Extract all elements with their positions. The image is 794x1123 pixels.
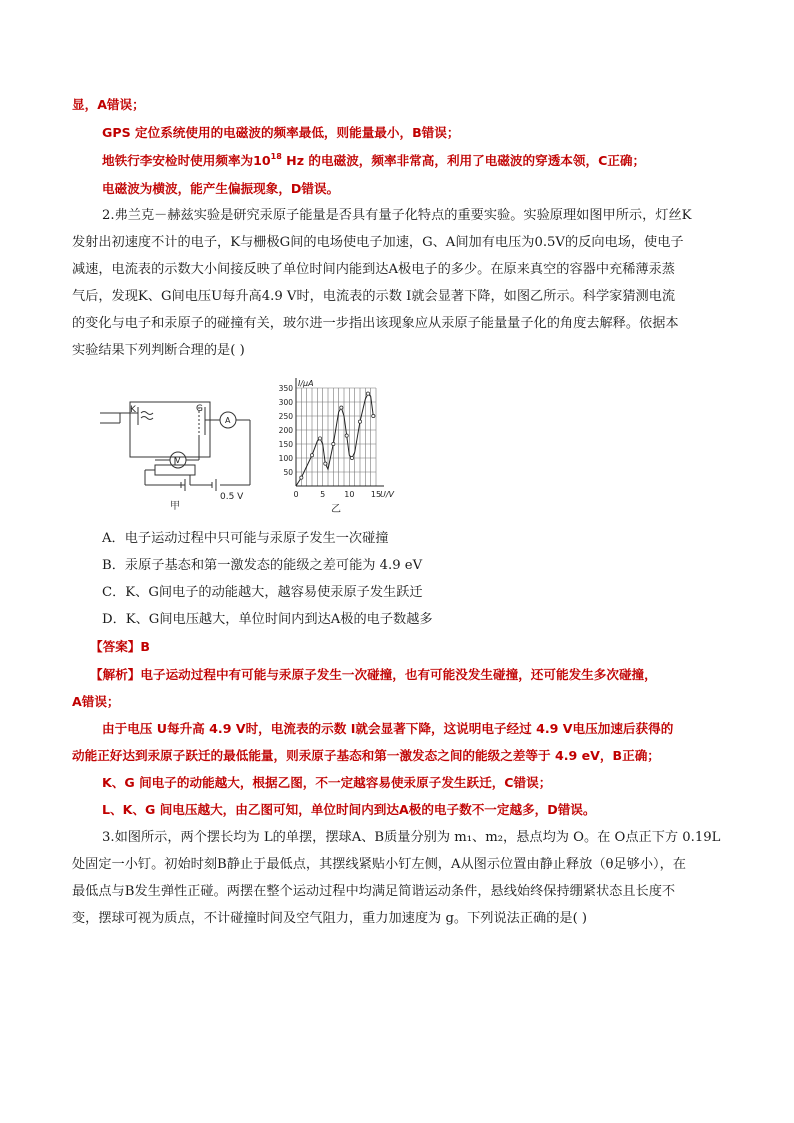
y-tick-label: 50: [283, 468, 293, 477]
analysis-line: A错误；: [72, 694, 120, 709]
data-point: [324, 462, 327, 465]
label-A: A: [225, 416, 231, 425]
question-text-line: 实验结果下列判断合理的是( ): [72, 343, 245, 358]
explanation-line: 电磁波为横波，能产生偏振现象，D错误。: [102, 181, 340, 196]
question-text-line: 3.如图所示，两个摆长均为 L的单摆，摆球A、B质量分别为 m₁、m₂，悬点均为 O。在 O点正下方 0.19L: [102, 830, 721, 845]
y-tick-label: 350: [278, 384, 293, 393]
y-tick-label: 150: [278, 440, 293, 449]
question-text-line: 处固定一小钉。初始时刻B静止于最低点，其摆线紧贴小钉左侧，A从图示位置由静止释放（θ足够小），在: [72, 857, 686, 872]
y-tick-label: 300: [278, 398, 293, 407]
figure-caption-yi: 乙: [331, 504, 341, 515]
label-voltage: 0.5 V: [220, 492, 244, 502]
data-point: [372, 414, 375, 417]
explanation-line: 显，A错误；: [72, 97, 145, 112]
data-point: [350, 456, 353, 459]
question-text-line: 最低点与B发生弹性正碰。两摆在整个运动过程中均满足简谐运动条件，悬线始终保持绷紧状态且长度不: [72, 884, 676, 899]
label-V: V: [175, 456, 181, 465]
label-G: G: [196, 404, 203, 414]
data-point: [345, 434, 348, 437]
answer-label: 【答案】B: [90, 639, 150, 654]
analysis-line: 由于电压 U每升高 4.9 V时，电流表的示数 I就会显著下降，这说明电子经过 4.9 V电压加速后获得的: [102, 721, 674, 736]
question-text-line: 变，摆球可视为质点，不计碰撞时间及空气阻力，重力加速度为 g。下列说法正确的是( ): [72, 911, 588, 926]
circuit-diagram: [100, 385, 260, 515]
question-text-line: 减速，电流表的示数大小间接反映了单位时间内能到达A极电子的多少。在原来真空的容器中充稀薄汞蒸: [72, 262, 675, 277]
option-c: C．K、G间电子的动能越大，越容易使汞原子发生跃迁: [102, 585, 423, 600]
x-tick-label: 5: [320, 490, 326, 499]
data-point: [300, 476, 303, 479]
data-point: [332, 442, 335, 445]
analysis-line: 动能正好达到汞原子跃迁的最低能量，则汞原子基态和第一激发态之间的能级之差等于 4.9 eV，B正确；: [72, 748, 660, 763]
option-b: B．汞原子基态和第一激发态的能级之差可能为 4.9 eV: [102, 558, 423, 573]
label-K: K: [130, 405, 136, 415]
option-d: D．K、G间电压越大，单位时间内到达A极的电子数越多: [102, 612, 433, 627]
x-tick-label: 0: [293, 490, 299, 499]
question-text-line: 的变化与电子和汞原子的碰撞有关，玻尔进一步指出该现象应从汞原子能量量子化的角度去解释。依据本: [72, 316, 679, 331]
y-tick-label: 100: [278, 454, 293, 463]
x-axis-label: U/V: [380, 490, 395, 499]
question-text-line: 气后，发现K、G间电压U每升高4.9 V时，电流表的示数 I就会显著下降，如图乙所示。科学家猜测电流: [72, 289, 676, 304]
data-point: [340, 406, 343, 409]
current-voltage-chart: [268, 378, 408, 518]
y-axis-label: I/μA: [298, 379, 314, 388]
x-tick-label: 15: [370, 490, 382, 499]
figure-caption-jia: 甲: [170, 501, 180, 512]
explanation-line: GPS 定位系统使用的电磁波的频率最低，则能量最小，B错误；: [102, 125, 460, 140]
x-tick-label: 10: [344, 490, 355, 499]
analysis-line: 【解析】电子运动过程中有可能与汞原子发生一次碰撞，也有可能没发生碰撞，还可能发生多次碰撞，: [90, 667, 657, 682]
option-a: A．电子运动过程中只可能与汞原子发生一次碰撞: [102, 531, 389, 546]
analysis-line: K、G 间电子的动能越大，根据乙图，不一定越容易使汞原子发生跃迁，C错误；: [102, 775, 552, 790]
data-point: [318, 437, 321, 440]
data-point: [310, 454, 313, 457]
explanation-line: 地铁行李安检时使用频率为$10^{18}$ Hz 的电磁波，频率非常高，利用了电磁波的穿透本领，C正确；: [102, 152, 646, 168]
y-tick-label: 200: [278, 426, 293, 435]
analysis-line: L、K、G 间电压越大，由乙图可知，单位时间内到达A极的电子数不一定越多，D错误。: [102, 802, 596, 817]
question-text-line: 2.弗兰克－赫兹实验是研究汞原子能量是否具有量子化特点的重要实验。实验原理如图甲所示，灯丝K: [102, 208, 692, 223]
data-point: [366, 392, 369, 395]
y-tick-label: 250: [278, 412, 293, 421]
data-point: [358, 420, 361, 423]
question-text-line: 发射出初速度不计的电子，K与栅极G间的电场使电子加速，G、A间加有电压为0.5V的反向电场，使电子: [72, 235, 684, 250]
